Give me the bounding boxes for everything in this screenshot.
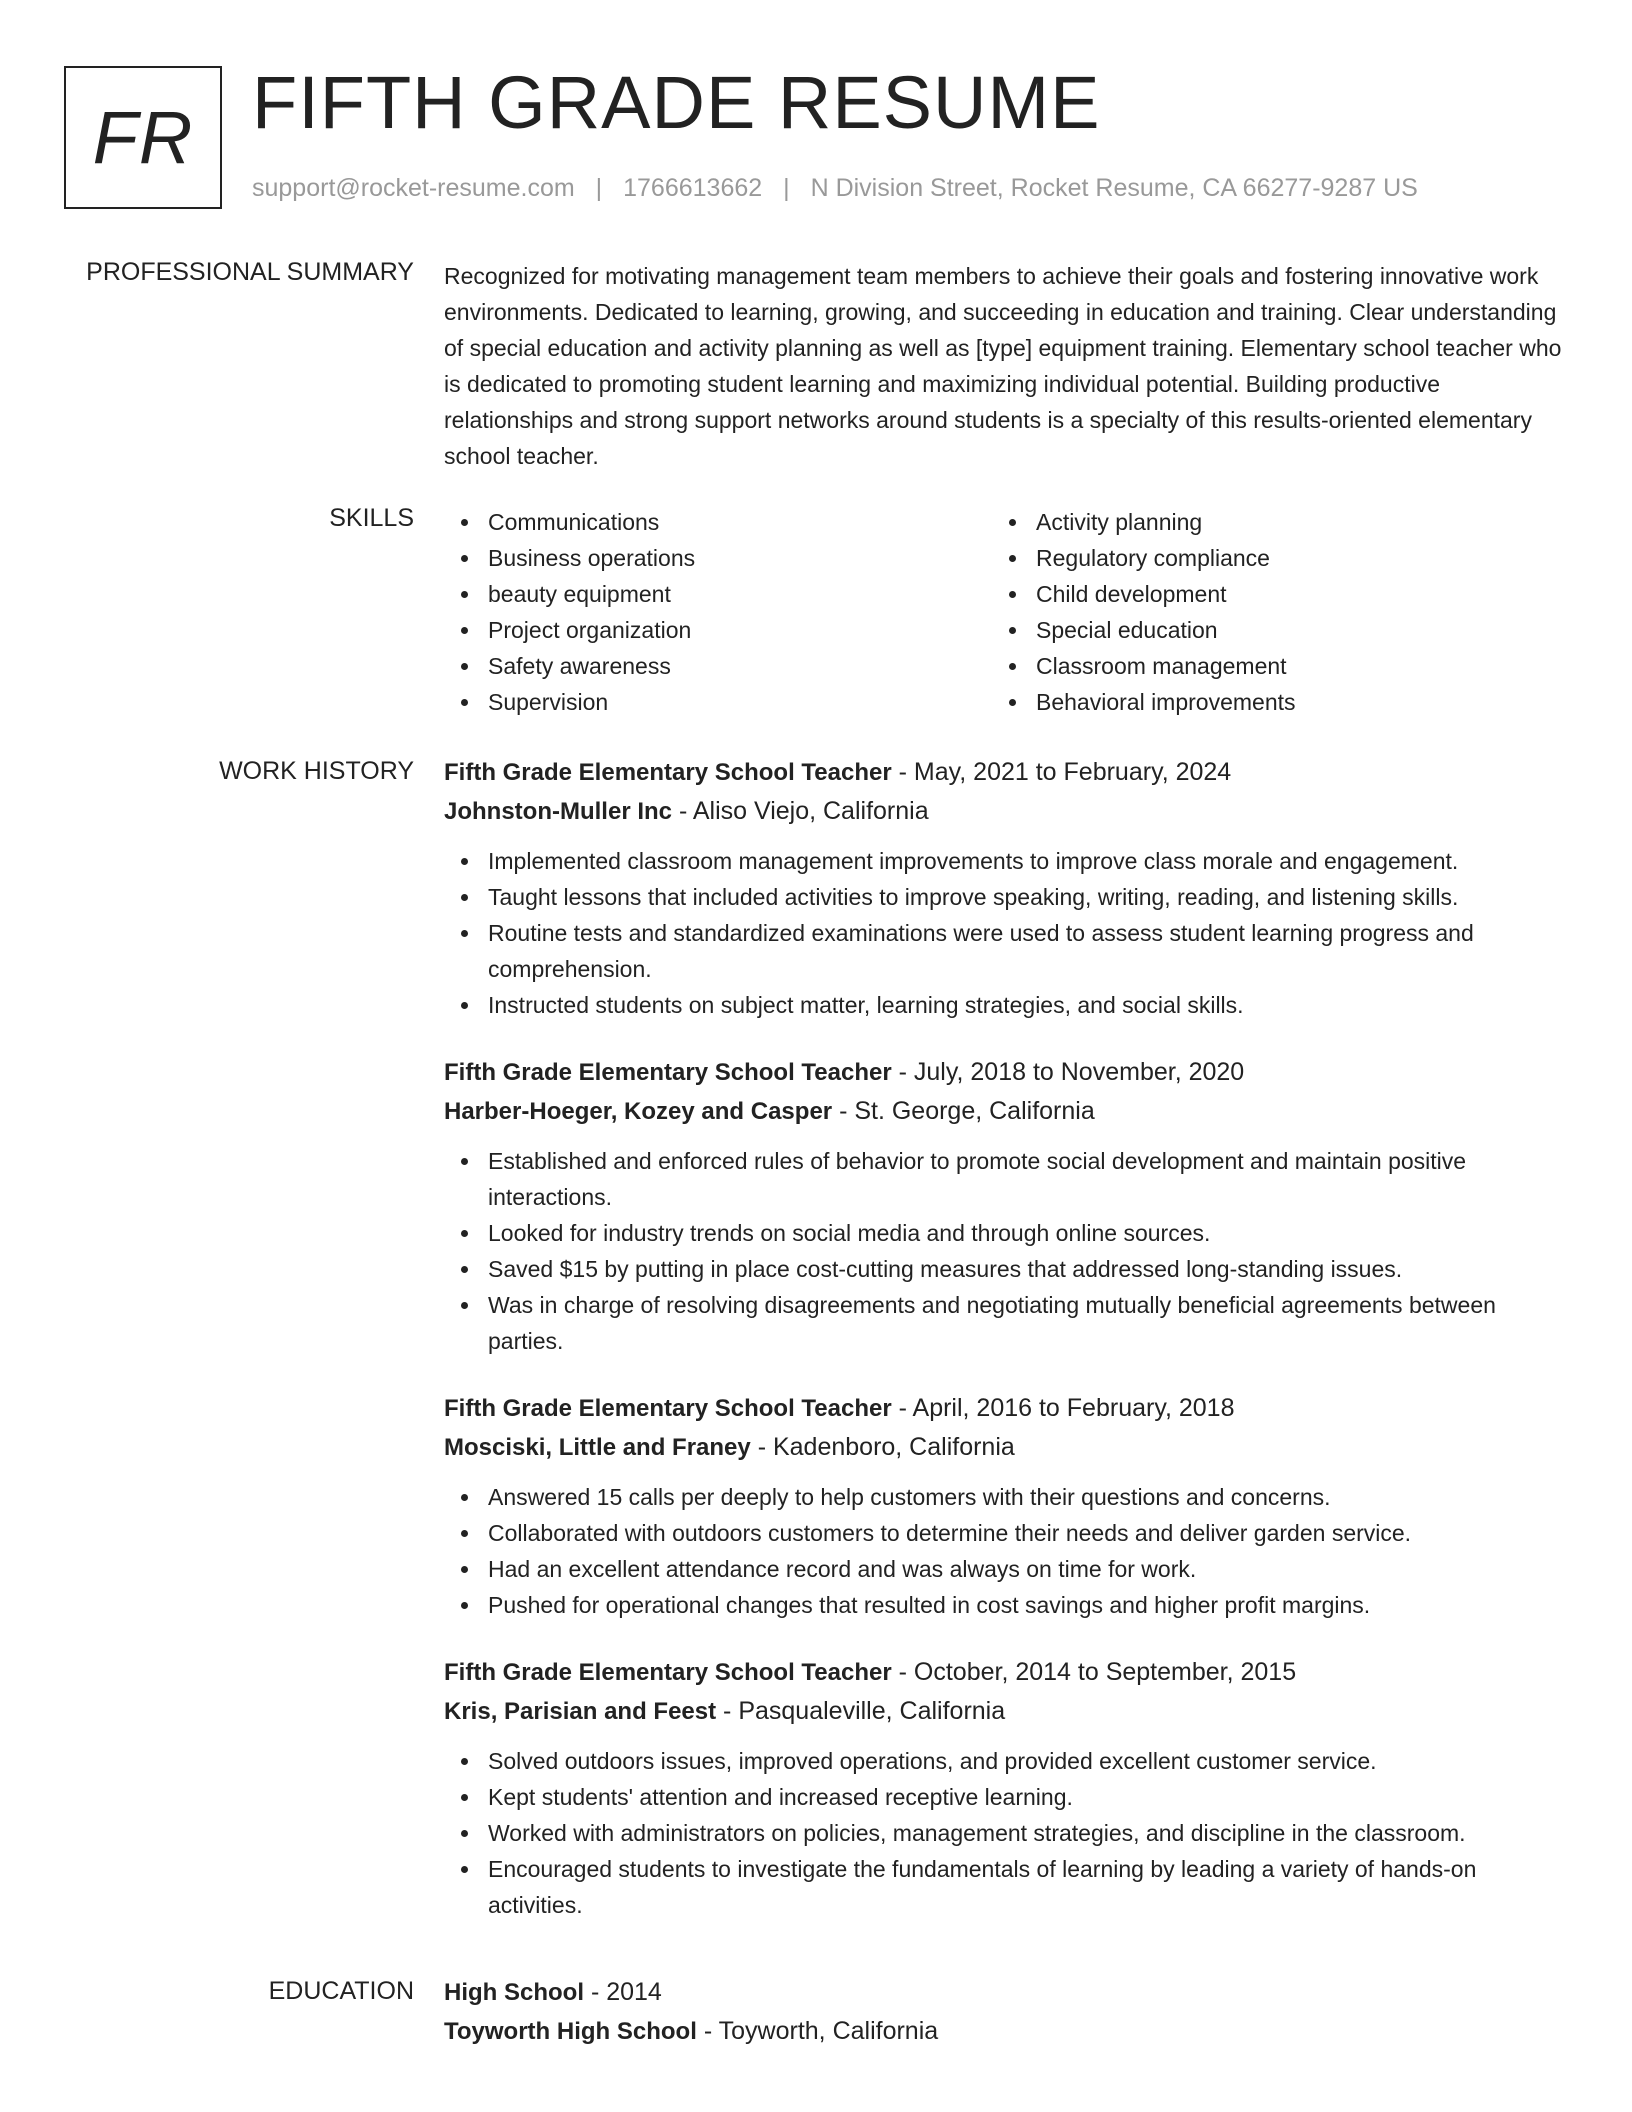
job-bullet: Implemented classroom management improvements to improve class morale and engagement. xyxy=(444,843,1564,879)
skill-item: Supervision xyxy=(444,684,992,720)
job-bullets xyxy=(444,1743,1564,1923)
education-school: Toyworth High School xyxy=(444,2018,697,2045)
job-entry xyxy=(444,1389,1564,1623)
summary-text: Recognized for motivating management team members to achieve their goals and fostering innovative work environments. Dedicated to learning, growing, and succeeding in education and training. Clear understanding of special education and activity planning as well as [type] equipment training. Elementary school teacher who is dedicated to promoting student learning and maximizing individual potential. Building productive relationships and strong support networks around students is a specialty of this results-oriented elementary school teacher. xyxy=(444,263,1562,469)
job-title: Fifth Grade Elementary School Teacher xyxy=(444,1659,892,1686)
job-bullet: Instructed students on subject matter, learning strategies, and social skills. xyxy=(444,987,1564,1023)
job-company: Harber-Hoeger, Kozey and Casper xyxy=(444,1098,833,1125)
education-degree: High School xyxy=(444,1979,584,2006)
job-location: - Aliso Viejo, California xyxy=(672,797,929,825)
job-company-line xyxy=(444,1692,1564,1731)
job-bullet: Worked with administrators on policies, management strategies, and discipline in the classroom. xyxy=(444,1815,1564,1851)
contact-address: N Division Street, Rocket Resume, CA 66277-9287 US xyxy=(810,174,1418,202)
job-location: - Kadenboro, California xyxy=(750,1433,1015,1461)
resume-title: FIFTH GRADE RESUME xyxy=(252,61,1101,144)
skill-item: Regulatory compliance xyxy=(992,540,1540,576)
education-location: - Toyworth, California xyxy=(696,2017,939,2045)
education-year: - 2014 xyxy=(584,1978,662,2006)
job-dates: - May, 2021 to February, 2024 xyxy=(891,758,1232,786)
job-bullet: Was in charge of resolving disagreements and negotiating mutually beneficial agreements between parties. xyxy=(444,1287,1564,1359)
job-location: - Pasqualeville, California xyxy=(716,1697,1006,1725)
job-title-line xyxy=(444,1053,1564,1092)
skill-item: Safety awareness xyxy=(444,648,992,684)
summary-label: PROFESSIONAL SUMMARY xyxy=(86,258,414,286)
job-entry xyxy=(444,1653,1564,1923)
job-bullet: Pushed for operational changes that resulted in cost savings and higher profit margins. xyxy=(444,1587,1564,1623)
job-bullets xyxy=(444,1479,1564,1623)
contact-separator: | xyxy=(783,174,790,202)
work-history-list xyxy=(444,753,1564,1953)
job-entry xyxy=(444,753,1564,1023)
monogram-initials: FR xyxy=(92,96,194,179)
job-bullet: Taught lessons that included activities to improve speaking, writing, reading, and listening skills. xyxy=(444,879,1564,915)
skill-item: Activity planning xyxy=(992,504,1540,540)
job-bullets xyxy=(444,843,1564,1023)
skill-item: Communications xyxy=(444,504,992,540)
job-title: Fifth Grade Elementary School Teacher xyxy=(444,759,892,786)
job-bullet: Collaborated with outdoors customers to determine their needs and deliver garden service. xyxy=(444,1515,1564,1551)
skill-item: Project organization xyxy=(444,612,992,648)
contact-phone: 1766613662 xyxy=(623,174,763,202)
skill-item: Business operations xyxy=(444,540,992,576)
contact-line xyxy=(252,174,1418,203)
contact-separator: | xyxy=(595,174,603,202)
job-dates: - July, 2018 to November, 2020 xyxy=(891,1058,1245,1086)
job-bullet: Routine tests and standardized examinations were used to assess student learning progress and comprehension. xyxy=(444,915,1564,987)
resume-header xyxy=(64,61,1584,214)
job-title-line xyxy=(444,753,1564,792)
skills-list-right xyxy=(992,504,1540,720)
job-bullet: Saved $15 by putting in place cost-cutting measures that addressed long-standing issues. xyxy=(444,1251,1564,1287)
job-bullet: Established and enforced rules of behavior to promote social development and maintain positive interactions. xyxy=(444,1143,1564,1215)
skills-list-left xyxy=(444,504,992,720)
education-entry xyxy=(444,1973,1564,2051)
job-title-line xyxy=(444,1389,1564,1428)
job-company-line xyxy=(444,792,1564,831)
job-title: Fifth Grade Elementary School Teacher xyxy=(444,1395,892,1422)
job-title-line xyxy=(444,1653,1564,1692)
skill-item: Classroom management xyxy=(992,648,1540,684)
skills-label: SKILLS xyxy=(329,504,414,532)
job-bullet: Had an excellent attendance record and was always on time for work. xyxy=(444,1551,1564,1587)
job-company: Mosciski, Little and Franey xyxy=(444,1434,751,1461)
job-company: Johnston-Muller Inc xyxy=(444,798,672,825)
job-company: Kris, Parisian and Feest xyxy=(444,1698,717,1725)
education-degree-line xyxy=(444,1973,1564,2012)
skills-columns xyxy=(444,504,1564,720)
job-dates: - April, 2016 to February, 2018 xyxy=(891,1394,1235,1422)
monogram-box xyxy=(64,66,222,209)
job-entry xyxy=(444,1053,1564,1359)
job-bullet: Looked for industry trends on social media and through online sources. xyxy=(444,1215,1564,1251)
work-history-label: WORK HISTORY xyxy=(219,757,414,785)
skill-item: Behavioral improvements xyxy=(992,684,1540,720)
skill-item: Special education xyxy=(992,612,1540,648)
job-location: - St. George, California xyxy=(832,1097,1095,1125)
job-bullets xyxy=(444,1143,1564,1359)
skill-item: Child development xyxy=(992,576,1540,612)
job-bullet: Encouraged students to investigate the fundamentals of learning by leading a variety of hands-on activities. xyxy=(444,1851,1564,1923)
job-bullet: Solved outdoors issues, improved operations, and provided excellent customer service. xyxy=(444,1743,1564,1779)
education-label: EDUCATION xyxy=(268,1977,414,2005)
job-bullet: Kept students' attention and increased receptive learning. xyxy=(444,1779,1564,1815)
education-school-line xyxy=(444,2012,1564,2051)
skill-item: beauty equipment xyxy=(444,576,992,612)
job-dates: - October, 2014 to September, 2015 xyxy=(891,1658,1297,1686)
job-bullet: Answered 15 calls per deeply to help customers with their questions and concerns. xyxy=(444,1479,1564,1515)
job-title: Fifth Grade Elementary School Teacher xyxy=(444,1059,892,1086)
job-company-line xyxy=(444,1428,1564,1467)
contact-email: support@rocket-resume.com xyxy=(252,174,575,202)
job-company-line xyxy=(444,1092,1564,1131)
